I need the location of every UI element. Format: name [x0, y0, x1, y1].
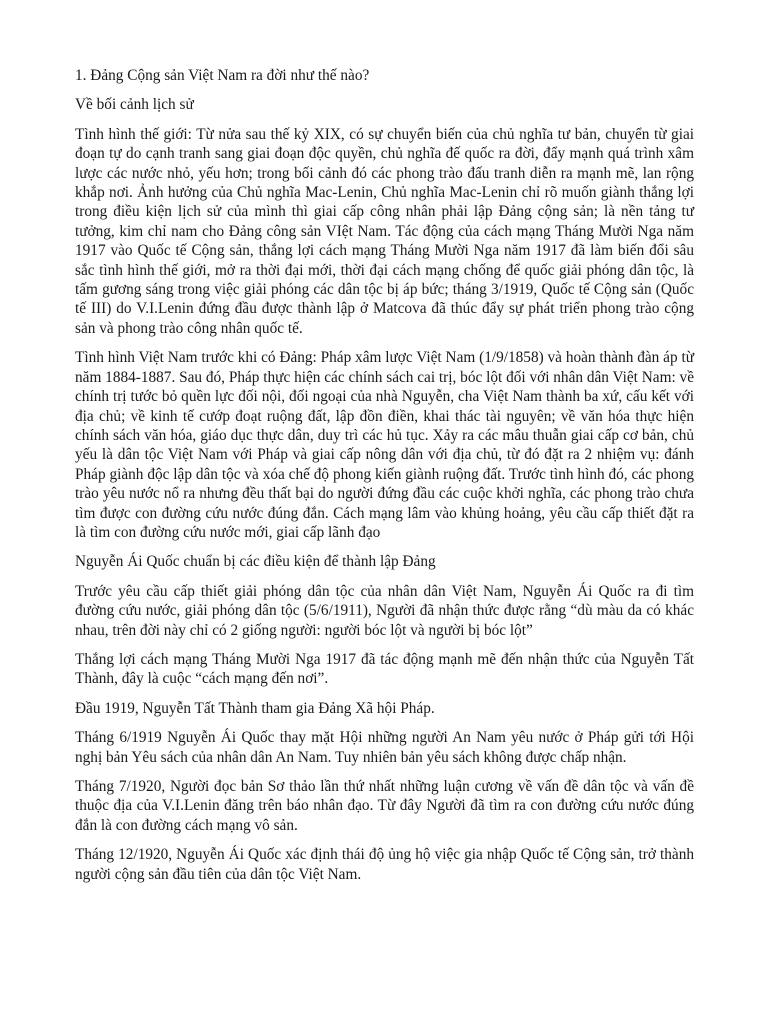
paragraph-july-1920: Tháng 7/1920, Người đọc bản Sơ thảo lần thứ nhất những luận cương về vấn đề dân tộc và vấn đề thuộc địa của V.I.Lenin đăng trên báo nhân đạo. Từ đây Người đã tìm ra con đường cứu nước đúng đắn là con đường cách mạng vô sản.	[75, 778, 694, 834]
paragraph-early-1919: Đầu 1919, Nguyễn Tất Thành tham gia Đảng Xã hội Pháp.	[75, 699, 435, 717]
paragraph-world-situation: Tình hình thế giới: Từ nửa sau thế kỷ XIX, có sự chuyển biến của chủ nghĩa tư bản, chuyển từ giai đoạn tự do cạnh tranh sang giai đoạn độc quyền, chủ nghĩa đế quốc ra đời, đẩy mạnh quá trình xâm lược các nước nhỏ, yếu hơn; trong bối cảnh đó các phong trào đấu tranh diễn ra mạnh mẽ, lan rộng khắp nơi. Ảnh hưởng của Chủ nghĩa Mac-Lenin, Chủ nghĩa Mac-Lenin chỉ rõ muốn giành thắng lợi trong điều kiện lịch sử của mình thì giai cấp công nhân phải lập Đảng cộng sản; là nền tảng tư tưởng, kim chỉ nam cho Đảng công sản VIệt Nam. Tác động của cách mạng Tháng Mười Nga năm 1917 vào Quốc tế Cộng sản, thắng lợi cách mạng Tháng Mười Nga năm 1917 đã làm biến đổi sâu sắc tình hình thế giới, mở ra thời đại mới, thời đại cách mạng chống để quốc giải phóng dân tộc, là tấm gương sáng trong việc giải phóng các dân tộc bị áp bức; tháng 3/1919, Quốc tế Cộng sản (Quốc tế III) do V.I.Lenin đứng đầu được thành lập ở Matcova đã thúc đẩy sự phát triển phong trào cộng sản và phong trào công nhân quốc tế.	[75, 125, 694, 337]
section-heading-historical-context: Về bối cảnh lịch sử	[75, 96, 194, 114]
paragraph-december-1920: Tháng 12/1920, Nguyễn Ái Quốc xác định thái độ ủng hộ việc gia nhập Quốc tế Cộng sản, trở thành người cộng sản đầu tiên của dân tộc Việt Nam.	[75, 846, 694, 883]
section-heading-party-preparation: Nguyễn Ái Quốc chuẩn bị các điều kiện để thành lập Đảng	[75, 553, 436, 571]
document-title: 1. Đảng Cộng sản Việt Nam ra đời như thế nào?	[75, 67, 370, 84]
paragraph-june-1919: Tháng 6/1919 Nguyễn Ái Quốc thay mặt Hội những người An Nam yêu nước ở Pháp gửi tới Hội nghị bản Yêu sách của nhân dân An Nam. Tuy nhiên bản yêu sách không được chấp nhận.	[75, 729, 694, 766]
document-page	[75, 66, 694, 894]
paragraph-vietnam-situation: Tình hình Việt Nam trước khi có Đảng: Pháp xâm lược Việt Nam (1/9/1858) và hoàn thành đàn áp từ năm 1884-1887. Sau đó, Pháp thực hiện các chính sách cai trị, bóc lột đối với nhân dân Việt Nam: về chính trị tước bỏ quền lực đối nội, đối ngoại của nhà Nguyễn, cha Việt Nam thành ba xứ, cấu kết với địa chủ; về kinh tế cướp đoạt ruộng đất, lập đồn điền, khai thác tài nguyên; về văn hóa thực hiện chính sách văn hóa, giáo dục thực dân, duy trì các hủ tục. Xảy ra các mâu thuẫn giai cấp cơ bản, chủ yếu là dân tộc Việt Nam với Pháp và giai cấp nông dân với địa chủ, từ đó đặt ra 2 nhiệm vụ: đánh Pháp giành độc lập dân tộc và xóa chế độ phong kiến giành ruộng đất. Trước tình hình đó, các phong trào yêu nước nổ ra nhưng đều thất bại do người đứng đầu các cuộc khởi nghĩa, các phong trào chưa tìm được con đường cứu nước đúng đắn. Cách mạng lâm vào khủng hoảng, yêu cầu cấp thiết đặt ra là tìm con đường cứu nước mới, giai cấp lãnh đạo	[75, 349, 694, 541]
paragraph-1911-departure: Trước yêu cầu cấp thiết giải phóng dân tộc của nhân dân Việt Nam, Nguyễn Ái Quốc ra đi tìm đường cứu nước, giải phóng dân tộc (5/6/1911), Người đã nhận thức được rằng “dù màu da có khác nhau, trên đời này chỉ có 2 giống người: người bóc lột và người bị bóc lột”	[75, 582, 694, 639]
paragraph-october-revolution: Thắng lợi cách mạng Tháng Mười Nga 1917 đã tác động mạnh mẽ đến nhận thức của Nguyễn Tất Thành, đây là cuộc “cách mạng đến nơi”.	[75, 650, 694, 688]
